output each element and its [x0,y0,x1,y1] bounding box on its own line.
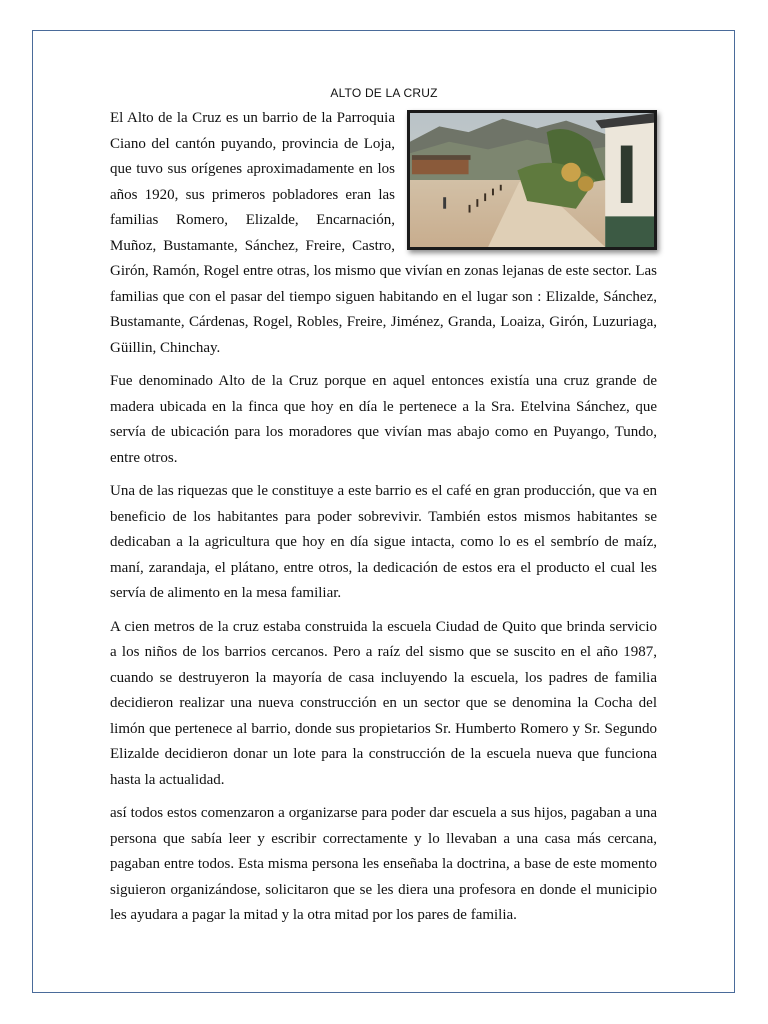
village-road-photo [407,110,657,250]
document-title: ALTO DE LA CRUZ [330,86,438,100]
photo-image [410,113,654,247]
paragraph-3: Una de las riquezas que le constituye a este barrio es el café en gran producción, que va en beneficio de los habitantes para poder sobrevivir. También estos mismos habitantes se dedicaban a la agricultura que hoy en día sigue intacta, como lo es el sembrío de maíz, maní, zarandaja, el plátano, entre otros, la dedicación de estos era el producto el cual les servía de alimento en la mesa familiar. [110,483,657,601]
paragraph-4: A cien metros de la cruz estaba construida la escuela Ciudad de Quito que brinda servicio a los niños de los barrios cercanos. Pero a raíz del sismo que se suscito en el año 1987, cuando se destruyeron la mayoría de casa incluyendo la escuela, los padres de familia decidieron realizar una nueva construcción en un sector que se denomina la Cocha del limón que pertenece al barrio, donde sus propietarios Sr. Humberto Romero y Sr. Segundo Elizalde decidieron donar un lote para la construcción de la escuela nueva que funciona hasta la actualidad. [110,618,657,788]
document-body [110,106,657,937]
paragraph-1-text: El Alto de la Cruz es un barrio de la Parroquia Ciano del cantón puyando, provincia de Loja, que tuvo sus orígenes aproximadamente en los años 1920, sus primeros pobladores eran las familias Romero, Elizalde, Encarnación, Muñoz, Bustamante, Sánchez, Freire, Castro, Girón, Ramón, Rogel entre otras, los mismo que vivían en zonas lejanas de este sector. Las familias que con el pasar del tiempo siguen habitando en el lugar son : Elizalde, Sánchez, Bustamante, Cárdenas, Rogel, Robles, Freire, Jiménez, Granda, Loaiza, Girón, Luzuriaga, Güillin, Chinchay. [110,110,657,356]
paragraph-1 [110,106,657,361]
paragraph-5: así todos estos comenzaron a organizarse para poder dar escuela a sus hijos, pagaban a una persona que sabía leer y escribir correctamente y lo llevaban a una casa más cercana, pagaban entre todos. Esta misma persona les enseñaba la doctrina, a base de este momento siguieron organizándose, solicitaron que se les diera una profesora en donde el municipio les ayudara a pagar la mitad y la otra mitad por los pares de familia. [110,805,657,923]
paragraph-2: Fue denominado Alto de la Cruz porque en aquel entonces existía una cruz grande de madera ubicada en la finca que hoy en día le pertenece a la Sra. Etelvina Sánchez, que servía de ubicación para los moradores que vivían mas abajo como en Puyango, Tundo, entre otros. [110,373,657,466]
